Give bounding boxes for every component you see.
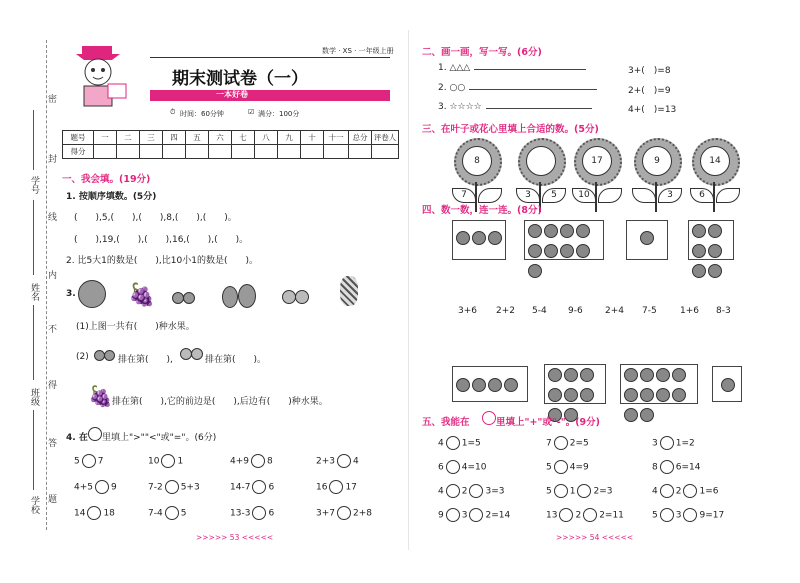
section-2-heading: 二、画一画，写一写。(6分) <box>422 47 542 58</box>
score-table-row <box>63 145 399 159</box>
operand: 13-3 <box>230 508 251 519</box>
shape-sequence: ☆☆☆☆ <box>449 102 482 112</box>
brand-label: 一本好卷 <box>216 90 248 99</box>
score-table-header-row <box>63 131 399 145</box>
apple-box[interactable] <box>620 364 698 404</box>
equation: 3+( )=8 <box>628 66 671 76</box>
table-cell: 六 <box>209 131 232 145</box>
apple-box[interactable] <box>524 220 604 260</box>
operand: 18 <box>103 508 115 519</box>
operand: 9 <box>438 510 444 521</box>
apple-icon <box>472 378 486 392</box>
answer-circle[interactable] <box>329 480 343 494</box>
table-cell: 二 <box>117 131 140 145</box>
table-cell: 评卷人 <box>372 131 399 145</box>
flower-core[interactable]: 17 <box>582 146 612 176</box>
score-cell[interactable] <box>349 145 372 159</box>
table-cell: 四 <box>163 131 186 145</box>
apple-box[interactable] <box>452 220 506 260</box>
operand: 7-4 <box>148 508 163 519</box>
operand: 1 <box>569 486 576 497</box>
binding-char: 密 <box>48 95 58 105</box>
question-3b-mid: 排在第( ), <box>118 355 173 365</box>
operand: 16 <box>316 482 328 493</box>
apple-icon <box>640 408 654 422</box>
answer-circle[interactable] <box>165 480 179 494</box>
binding-char: 不 <box>48 325 58 335</box>
binding-dashed-line <box>46 40 47 530</box>
field-line <box>33 110 34 170</box>
question-3b-prefix: (2) <box>76 352 89 362</box>
operand: 8 <box>652 462 658 473</box>
answer-circle[interactable] <box>446 484 460 498</box>
item-number: 3. <box>438 102 447 112</box>
operand: 5+3 <box>180 482 200 493</box>
question-4-instruction: 里填上">""<"或"="。(6分) <box>102 433 217 443</box>
operand: 1 <box>177 456 184 467</box>
apple-icon <box>580 368 594 382</box>
apple-icon <box>488 378 502 392</box>
apple-icon <box>528 264 542 278</box>
flower-core[interactable]: 14 <box>700 146 730 176</box>
apple-icon <box>548 388 562 402</box>
table-cell: 十 <box>301 131 324 145</box>
pear-icon <box>222 286 238 308</box>
table-cell: 九 <box>278 131 301 145</box>
pear-icon <box>238 284 256 308</box>
answer-circle[interactable] <box>660 508 674 522</box>
pineapple-icon <box>340 276 358 306</box>
apple-icon <box>528 244 542 258</box>
drawing-line[interactable] <box>486 108 592 109</box>
answer-circle[interactable] <box>683 508 697 522</box>
flower-core[interactable]: 9 <box>642 146 672 176</box>
answer-circle[interactable] <box>446 508 460 522</box>
answer-circle[interactable] <box>446 460 460 474</box>
leaf-right[interactable]: 3 <box>658 188 682 203</box>
time-label: 时间：60分钟 <box>180 110 224 118</box>
exam-title: 期末测试卷（一） <box>172 69 308 89</box>
score-cell[interactable] <box>209 145 232 159</box>
operand: 2 <box>575 510 582 521</box>
page-number-left: >>>>> 53 <<<<< <box>196 533 274 542</box>
flower-core[interactable] <box>526 146 556 176</box>
operand: 9 <box>111 482 117 493</box>
operand: 14-7 <box>230 482 251 493</box>
apple-icon <box>528 224 542 238</box>
operand: 3+7 <box>316 508 335 519</box>
operand: 17 <box>345 482 357 493</box>
drawing-line[interactable] <box>469 89 597 90</box>
answer-circle[interactable] <box>161 454 175 468</box>
leaf-right[interactable] <box>598 188 622 203</box>
operand: 3 <box>652 438 658 449</box>
expression[interactable]: 7-5 <box>642 306 657 316</box>
operand: 8 <box>267 456 273 467</box>
leaf-left[interactable]: 10 <box>572 188 596 203</box>
operand: 5 <box>180 508 187 519</box>
table-cell: 总分 <box>349 131 372 145</box>
expression[interactable]: 1+6 <box>680 306 699 316</box>
field-line <box>33 200 34 275</box>
apple-icon <box>78 280 106 308</box>
section-5-prefix: 五、我能在 <box>422 417 470 428</box>
school-label: 学校 <box>29 496 39 514</box>
operand: 1=6 <box>699 486 719 497</box>
apple-icon <box>721 378 735 392</box>
answer-circle[interactable] <box>660 484 674 498</box>
operand: 2+3 <box>316 456 335 467</box>
shape-sequence: ○○ <box>449 83 466 93</box>
flower-core[interactable]: 8 <box>462 146 492 176</box>
grapes-icon: 🍇 <box>128 283 156 308</box>
apple-icon <box>580 388 594 402</box>
operand: 9=17 <box>699 510 725 521</box>
score-cell[interactable] <box>163 145 186 159</box>
apple-icon <box>692 224 706 238</box>
title-band <box>150 90 390 101</box>
operand: 3 <box>675 510 682 521</box>
score-cell[interactable] <box>255 145 278 159</box>
question-2: 2. 比5大1的数是( ),比10小1的数是( )。 <box>66 256 258 266</box>
page-number-right: >>>>> 54 <<<<< <box>556 533 634 542</box>
leaf-left[interactable]: 6 <box>690 188 714 203</box>
operand: 7 <box>546 438 552 449</box>
operand: 3=3 <box>485 486 505 497</box>
answer-circle[interactable] <box>554 484 568 498</box>
binding-char: 得 <box>48 381 58 391</box>
operand: 7-2 <box>148 482 163 493</box>
operand: 4+9 <box>230 456 249 467</box>
answer-circle[interactable] <box>683 484 697 498</box>
student-id-label: 学号 <box>29 176 39 194</box>
operand: 4=9 <box>569 462 589 473</box>
score-cell[interactable] <box>301 145 324 159</box>
apple-box[interactable] <box>712 366 742 402</box>
answer-circle[interactable] <box>87 506 101 520</box>
answer-circle[interactable] <box>95 480 109 494</box>
score-cell[interactable] <box>278 145 301 159</box>
apple-box[interactable] <box>452 366 528 402</box>
answer-circle[interactable] <box>577 484 591 498</box>
peach-icon <box>295 290 309 304</box>
score-cell[interactable] <box>372 145 399 159</box>
shape-sequence: △△△ <box>449 63 471 73</box>
question-4-prefix: 4. 在 <box>66 433 88 443</box>
apple-icon <box>548 368 562 382</box>
apple-icon <box>488 231 502 245</box>
table-cell: 得分 <box>63 145 94 159</box>
answer-circle[interactable] <box>583 508 597 522</box>
operand: 2 <box>461 486 468 497</box>
operand: 2 <box>675 486 682 497</box>
section-5-instruction: 里填上"+"或"-"。(9分) <box>496 417 600 428</box>
table-cell: 三 <box>140 131 163 145</box>
answer-circle[interactable] <box>554 436 568 450</box>
binding-char: 题 <box>48 495 58 505</box>
apple-icon <box>544 224 558 238</box>
apple-icon <box>564 368 578 382</box>
field-line <box>33 410 34 490</box>
answer-circle[interactable] <box>337 454 351 468</box>
section-4-heading: 四、数一数，连一连。(8分) <box>422 205 542 216</box>
operand: 7 <box>97 456 104 467</box>
apple-icon <box>656 368 670 382</box>
apple-icon <box>544 244 558 258</box>
apple-icon <box>560 244 574 258</box>
equation: 2+( )=9 <box>628 86 671 96</box>
apple-icon <box>672 368 686 382</box>
check-icon: ☑ <box>248 108 255 116</box>
binding-char: 线 <box>48 213 58 223</box>
apple-icon <box>576 244 590 258</box>
leaf-left[interactable]: 3 <box>516 188 540 203</box>
answer-circle[interactable] <box>559 508 573 522</box>
apple-icon <box>692 244 706 258</box>
question-3b-end: 排在第( )。 <box>205 355 267 365</box>
full-score-label: 满分：100分 <box>258 110 300 118</box>
leaf-right[interactable]: 5 <box>542 188 566 203</box>
answer-circle <box>88 427 102 441</box>
leaf-right[interactable] <box>478 188 502 203</box>
name-label: 姓名 <box>29 283 39 301</box>
operand: 6 <box>268 508 275 519</box>
binding-char: 答 <box>48 439 58 449</box>
apple-box[interactable] <box>544 364 606 404</box>
section-3-heading: 三、在叶子或花心里填上合适的数。(5分) <box>422 124 599 135</box>
operand: 5 <box>74 456 80 467</box>
equation: 4+( )=13 <box>628 105 677 115</box>
mascot-illustration <box>68 44 130 108</box>
answer-circle[interactable] <box>337 506 351 520</box>
expression[interactable]: 3+6 <box>458 306 477 316</box>
operand: 1=5 <box>461 438 481 449</box>
answer-circle[interactable] <box>165 506 179 520</box>
expression[interactable]: 8-3 <box>716 306 731 316</box>
score-table <box>62 130 399 159</box>
apple-box[interactable] <box>688 220 734 260</box>
series-label: 数学 · XS · 一年级上册 <box>322 47 394 55</box>
operand: 4 <box>438 486 444 497</box>
operand: 6 <box>438 462 444 473</box>
apple-icon <box>708 244 722 258</box>
answer-circle[interactable] <box>252 506 266 520</box>
item-number: 2. <box>438 83 447 93</box>
table-cell: 题号 <box>63 131 94 145</box>
operand: 2=3 <box>593 486 613 497</box>
question-1: 1. 按顺序填数。(5分) <box>66 192 157 202</box>
clock-icon: ⏱ <box>170 108 176 116</box>
header-rule <box>150 57 390 58</box>
score-cell[interactable] <box>232 145 255 159</box>
apple-icon <box>624 408 638 422</box>
answer-circle[interactable] <box>251 454 265 468</box>
operand: 2=5 <box>569 438 589 449</box>
apple-icon <box>656 388 670 402</box>
apple-icon <box>672 388 686 402</box>
expression[interactable]: 5-4 <box>532 306 547 316</box>
operand: 14 <box>74 508 86 519</box>
answer-circle[interactable] <box>554 460 568 474</box>
apple-icon <box>576 224 590 238</box>
question-3c: 排在第( ),它的前边是( ),后边有( )种水果。 <box>112 397 328 407</box>
apple-icon <box>564 388 578 402</box>
score-cell[interactable] <box>94 145 117 159</box>
table-cell: 五 <box>186 131 209 145</box>
grapes-icon: 🍇 <box>88 384 113 408</box>
answer-circle[interactable] <box>660 460 674 474</box>
answer-circle[interactable] <box>446 436 460 450</box>
operand: 2+8 <box>353 508 372 519</box>
apple-icon <box>640 368 654 382</box>
leaf-left[interactable]: 7 <box>452 188 476 203</box>
peach-icon <box>282 290 296 304</box>
operand: 4 <box>438 438 444 449</box>
apple-icon <box>456 231 470 245</box>
apple-icon <box>640 231 654 245</box>
apple-icon <box>640 388 654 402</box>
question-1a: ( ),5,( ),( ),8,( ),( )。 <box>74 213 237 223</box>
page-divider <box>408 30 409 550</box>
score-cell[interactable] <box>117 145 140 159</box>
score-cell[interactable] <box>324 145 349 159</box>
operand: 5 <box>652 510 658 521</box>
peach-icon <box>191 348 203 360</box>
operand: 6=14 <box>675 462 701 473</box>
score-cell[interactable] <box>186 145 209 159</box>
operand: 4+5 <box>74 482 93 493</box>
answer-circle[interactable] <box>252 480 266 494</box>
binding-char: 内 <box>48 271 58 281</box>
cherry-icon <box>183 292 195 304</box>
operand: 6 <box>268 482 275 493</box>
apple-icon <box>472 231 486 245</box>
binding-char: 封 <box>48 155 58 165</box>
operand: 13 <box>546 510 558 521</box>
score-cell[interactable] <box>140 145 163 159</box>
apple-box[interactable] <box>626 220 668 260</box>
question-1b: ( ),19,( ),( ),16,( ),( )。 <box>74 235 249 245</box>
apple-icon <box>504 378 518 392</box>
operand: 4 <box>353 456 359 467</box>
question-3: 3. <box>66 289 76 299</box>
cherry-icon <box>104 350 115 361</box>
table-cell: 一 <box>94 131 117 145</box>
leaf-left[interactable] <box>632 188 656 203</box>
operand: 2=11 <box>599 510 624 521</box>
apple-icon <box>560 224 574 238</box>
answer-circle[interactable] <box>82 454 96 468</box>
apple-icon <box>692 264 706 278</box>
operand: 2=14 <box>485 510 511 521</box>
apple-icon <box>708 224 722 238</box>
table-cell: 十一 <box>324 131 349 145</box>
item-number: 1. <box>438 63 447 73</box>
apple-icon <box>624 368 638 382</box>
field-line <box>33 305 34 380</box>
table-cell: 七 <box>232 131 255 145</box>
section-1-heading: 一、我会填。(19分) <box>62 174 151 185</box>
leaf-right[interactable] <box>716 188 740 203</box>
expression[interactable]: 9-6 <box>568 306 583 316</box>
table-cell: 八 <box>255 131 278 145</box>
operand: 3 <box>461 510 468 521</box>
drawing-line[interactable] <box>474 69 586 70</box>
operand: 4 <box>652 486 658 497</box>
operand: 1=2 <box>675 438 695 449</box>
operand: 5 <box>546 462 552 473</box>
question-3a: (1)上图一共有( )种水果。 <box>76 322 195 332</box>
apple-icon <box>708 264 722 278</box>
expression[interactable]: 2+4 <box>605 306 624 316</box>
operand: 5 <box>546 486 552 497</box>
apple-icon <box>624 388 638 402</box>
answer-circle[interactable] <box>469 508 483 522</box>
operand: 4=10 <box>461 462 487 473</box>
class-label: 班级 <box>29 388 39 406</box>
answer-circle[interactable] <box>660 436 674 450</box>
answer-circle[interactable] <box>469 484 483 498</box>
apple-icon <box>456 378 470 392</box>
operand: 10 <box>148 456 160 467</box>
expression[interactable]: 2+2 <box>496 306 515 316</box>
answer-circle <box>482 411 496 425</box>
